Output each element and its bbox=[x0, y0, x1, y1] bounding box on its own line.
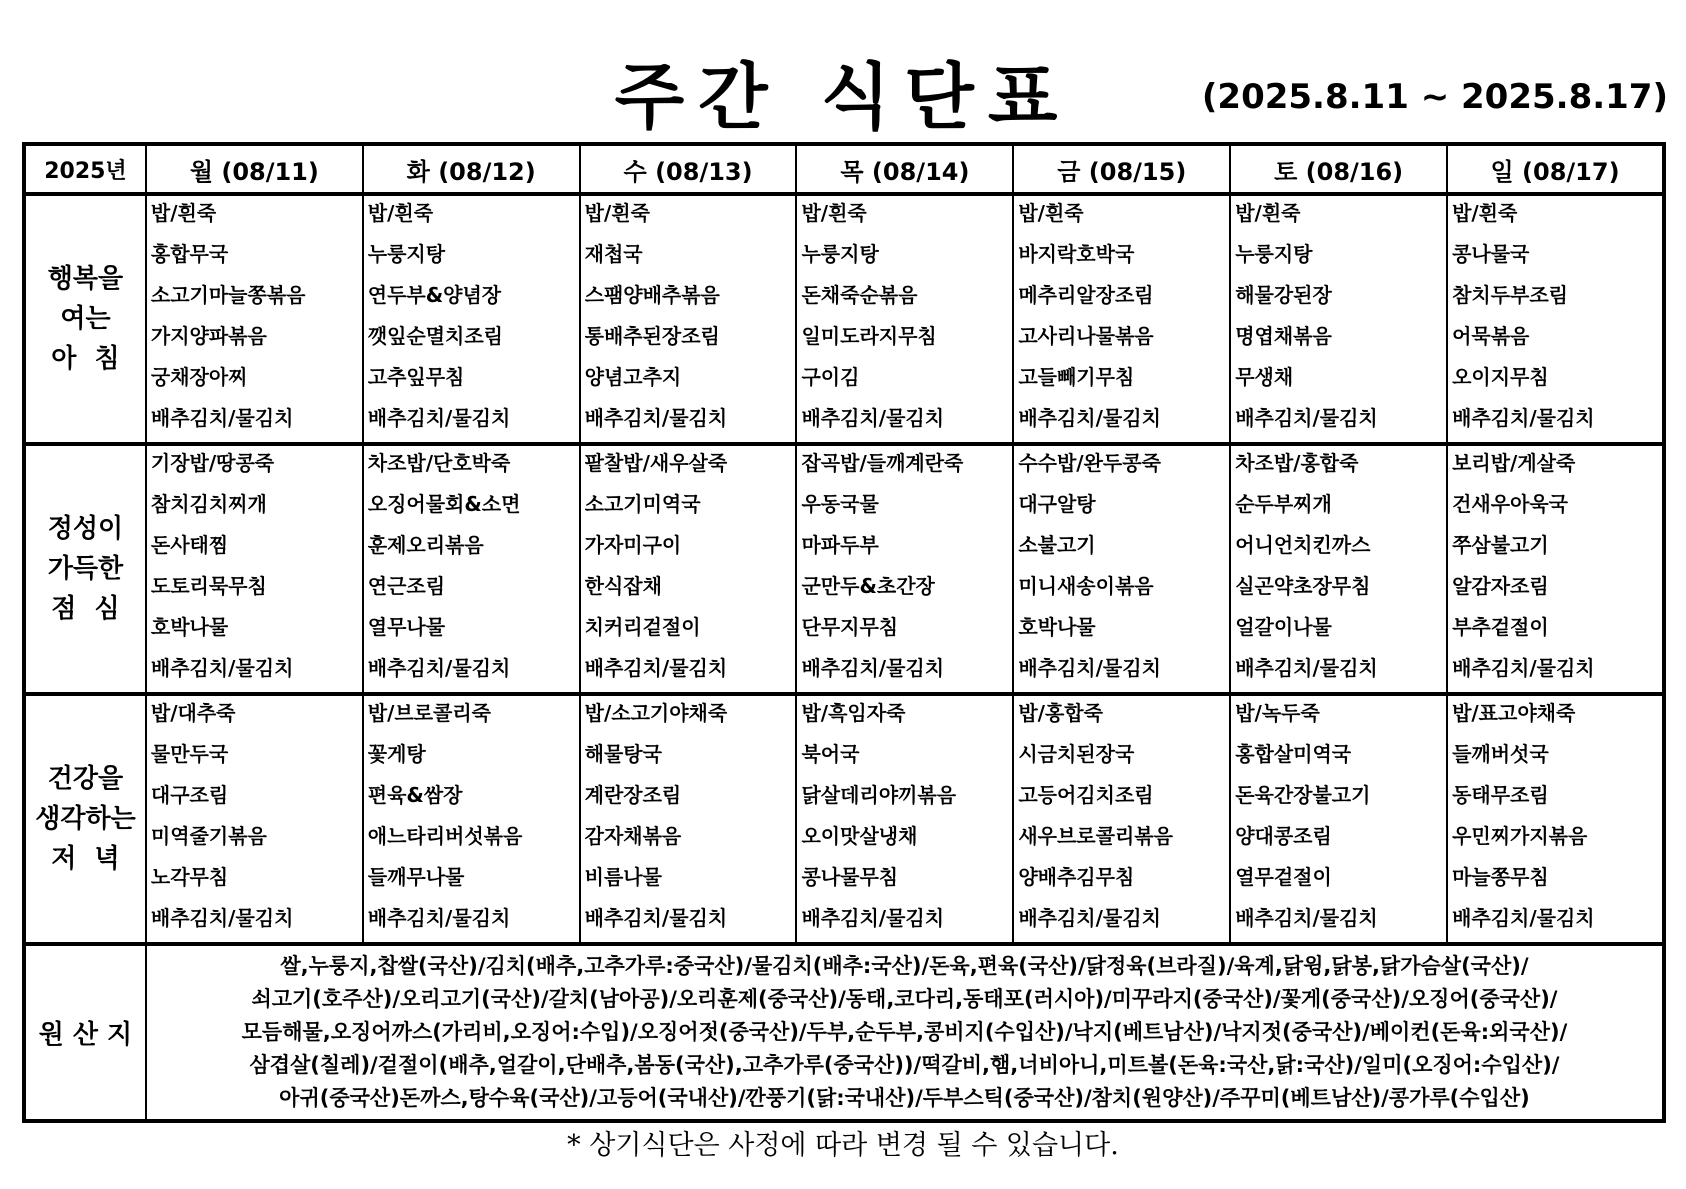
menu-item: 누룽지탕 bbox=[1235, 242, 1313, 266]
menu-item: 배추김치/물김치 bbox=[801, 906, 945, 930]
menu-item: 밥/흰죽 bbox=[1452, 201, 1518, 225]
menu-item: 해물탕국 bbox=[584, 742, 662, 766]
origin-label: 원 산 지 bbox=[24, 944, 146, 1121]
menu-cell-lunch-tue bbox=[363, 444, 580, 694]
menu-item: 양배추김무침 bbox=[1018, 865, 1135, 889]
menu-item: 어니언치킨까스 bbox=[1235, 533, 1371, 557]
menu-item: 마늘쫑무침 bbox=[1452, 865, 1549, 889]
menu-item: 미역줄기볶음 bbox=[150, 824, 267, 848]
menu-item: 차조밥/홍합죽 bbox=[1235, 451, 1359, 475]
menu-item: 실곤약초장무침 bbox=[1235, 574, 1371, 598]
menu-cell-dinner-fri bbox=[1013, 694, 1230, 944]
menu-item: 배추김치/물김치 bbox=[150, 656, 294, 680]
menu-item: 명엽채볶음 bbox=[1235, 324, 1332, 348]
menu-item: 열무나물 bbox=[367, 615, 446, 639]
menu-item: 호박나물 bbox=[150, 615, 229, 639]
menu-item: 배추김치/물김치 bbox=[367, 406, 511, 430]
menu-item: 우민찌가지볶음 bbox=[1452, 824, 1588, 848]
meal-label-dinner bbox=[24, 694, 146, 944]
menu-item: 팥찰밥/새우살죽 bbox=[584, 451, 728, 475]
meal-label-line: 행복을 bbox=[47, 264, 124, 294]
menu-cell-dinner-sat bbox=[1230, 694, 1447, 944]
menu-item: 돈사태찜 bbox=[150, 533, 229, 557]
origin-line: 모듬해물,오징어까스(가리비,오징어:수입)/오징어젓(중국산)/두부,순두부,콩비지(수입산)/낙지(베트남산)/낙지젓(중국산)/베이컨(돈육:외국산)/ bbox=[241, 1020, 1568, 1044]
menu-item: 궁채장아찌 bbox=[150, 365, 248, 389]
menu-cell-dinner-wed bbox=[580, 694, 797, 944]
menu-item: 깻잎순멸치조림 bbox=[367, 324, 504, 348]
menu-item: 배추김치/물김치 bbox=[367, 656, 511, 680]
menu-item: 배추김치/물김치 bbox=[584, 656, 728, 680]
menu-item: 닭살데리야끼볶음 bbox=[801, 783, 957, 807]
menu-cell-breakfast-sat bbox=[1230, 194, 1447, 444]
menu-item: 비름나물 bbox=[584, 865, 662, 889]
menu-item: 미니새송이볶음 bbox=[1018, 574, 1154, 598]
origin-row bbox=[24, 944, 1664, 1121]
menu-cell-lunch-sun bbox=[1447, 444, 1664, 694]
menu-item: 들깨버섯국 bbox=[1452, 742, 1549, 766]
menu-item: 참치두부조림 bbox=[1452, 283, 1568, 307]
menu-item: 부추겉절이 bbox=[1452, 615, 1549, 639]
header-row bbox=[24, 144, 1664, 194]
menu-cell-breakfast-wed bbox=[580, 194, 797, 444]
year-header: 2025년 bbox=[24, 144, 146, 194]
menu-item: 새우브로콜리볶음 bbox=[1018, 824, 1173, 848]
menu-item: 쭈삼불고기 bbox=[1452, 533, 1549, 557]
menu-cell-dinner-tue bbox=[363, 694, 580, 944]
menu-item: 단무지무침 bbox=[801, 615, 899, 639]
menu-item: 애느타리버섯볶음 bbox=[367, 824, 523, 848]
menu-item: 돈채죽순볶음 bbox=[801, 283, 918, 307]
menu-item: 연근조림 bbox=[367, 574, 446, 598]
menu-item: 해물강된장 bbox=[1235, 283, 1332, 307]
menu-item: 보리밥/게살죽 bbox=[1452, 451, 1576, 475]
menu-item: 밥/흰죽 bbox=[584, 201, 650, 225]
menu-item: 북어국 bbox=[801, 742, 860, 766]
menu-item: 소고기마늘쫑볶음 bbox=[150, 283, 306, 307]
menu-item: 밥/홍합죽 bbox=[1018, 701, 1103, 725]
menu-item: 홍합무국 bbox=[150, 242, 229, 266]
meal-label-lunch bbox=[24, 444, 146, 694]
menu-item: 돈육간장불고기 bbox=[1235, 783, 1371, 807]
origin-info bbox=[146, 944, 1664, 1121]
menu-item: 치커리겉절이 bbox=[584, 615, 701, 639]
day-header-fri: 금 (08/15) bbox=[1013, 144, 1230, 194]
menu-item: 고들빼기무침 bbox=[1018, 365, 1135, 389]
date-range: (2025.8.11 ~ 2025.8.17) bbox=[1201, 77, 1668, 117]
menu-item: 어묵볶음 bbox=[1452, 324, 1530, 348]
menu-item: 군만두&초간장 bbox=[801, 574, 935, 598]
page-title: 주간 식단표 bbox=[614, 55, 1072, 139]
menu-item: 마파두부 bbox=[801, 533, 879, 557]
menu-item: 재첩국 bbox=[584, 242, 643, 266]
menu-item: 알감자조림 bbox=[1452, 574, 1549, 598]
menu-item: 구이김 bbox=[801, 365, 860, 389]
menu-item: 대구알탕 bbox=[1018, 492, 1096, 516]
menu-item: 수수밥/완두콩죽 bbox=[1018, 451, 1161, 475]
menu-item: 배추김치/물김치 bbox=[1452, 406, 1595, 430]
menu-cell-lunch-thu bbox=[796, 444, 1013, 694]
menu-item: 양념고추지 bbox=[584, 365, 682, 389]
day-header-tue: 화 (08/12) bbox=[363, 144, 580, 194]
day-header-sun: 일 (08/17) bbox=[1447, 144, 1664, 194]
menu-item: 가자미구이 bbox=[584, 533, 682, 557]
menu-item: 잡곡밥/들깨계란죽 bbox=[801, 451, 964, 475]
menu-cell-breakfast-thu bbox=[796, 194, 1013, 444]
menu-cell-lunch-sat bbox=[1230, 444, 1447, 694]
menu-item: 들깨무나물 bbox=[367, 865, 465, 889]
menu-item: 참치김치찌개 bbox=[150, 492, 267, 516]
menu-item: 배추김치/물김치 bbox=[1018, 906, 1161, 930]
menu-item: 배추김치/물김치 bbox=[584, 406, 728, 430]
menu-item: 오징어물회&소면 bbox=[367, 492, 521, 516]
menu-item: 메추리알장조림 bbox=[1018, 283, 1154, 307]
menu-item: 배추김치/물김치 bbox=[1235, 656, 1378, 680]
menu-item: 밥/흰죽 bbox=[150, 201, 217, 225]
menu-item: 밥/흰죽 bbox=[1235, 201, 1301, 225]
meal-row-breakfast bbox=[24, 194, 1664, 444]
menu-item: 소고기미역국 bbox=[584, 492, 701, 516]
day-header-wed: 수 (08/13) bbox=[580, 144, 797, 194]
menu-item: 훈제오리볶음 bbox=[367, 533, 484, 557]
origin-line: 삼겹살(칠레)/겉절이(배추,얼갈이,단배추,봄동(국산),고추가루(중국산))/떡갈비,햄,너비아니,미트볼(돈육:국산,닭:국산)/일미(오징어:수입산)/ bbox=[249, 1053, 1560, 1077]
menu-cell-lunch-mon bbox=[146, 444, 363, 694]
menu-item: 물만두국 bbox=[150, 742, 229, 766]
meal-label-line: 가득한 bbox=[47, 554, 124, 584]
meal-label-line: 건강을 bbox=[47, 764, 124, 794]
menu-item: 일미도라지무침 bbox=[801, 324, 937, 348]
menu-item: 고사리나물볶음 bbox=[1018, 324, 1154, 348]
menu-item: 밥/흑임자죽 bbox=[801, 701, 906, 725]
menu-item: 밥/흰죽 bbox=[367, 201, 434, 225]
menu-item: 배추김치/물김치 bbox=[801, 656, 945, 680]
menu-item: 기장밥/땅콩죽 bbox=[150, 451, 275, 475]
meal-label-breakfast bbox=[24, 194, 146, 444]
origin-line: 아귀(중국산)돈까스,탕수육(국산)/고등어(국내산)/깐풍기(닭:국내산)/두부스틱(중국산)/참치(원양산)/주꾸미(베트남산)/콩가루(수입산) bbox=[279, 1086, 1530, 1110]
day-header-mon: 월 (08/11) bbox=[146, 144, 363, 194]
origin-line: 쌀,누룽지,찹쌀(국산)/김치(배추,고추가루:중국산)/물김치(배추:국산)/돈육,편육(국산)/닭정육(브라질)/육계,닭윙,닭봉,닭가슴살(국산)/ bbox=[280, 954, 1529, 978]
menu-item: 가지양파볶음 bbox=[150, 324, 267, 348]
menu-item: 소불고기 bbox=[1018, 533, 1096, 557]
menu-item: 홍합살미역국 bbox=[1235, 742, 1352, 766]
menu-item: 배추김치/물김치 bbox=[1235, 406, 1378, 430]
menu-item: 통배추된장조림 bbox=[584, 324, 720, 348]
menu-item: 계란장조림 bbox=[584, 783, 682, 807]
origin-line: 쇠고기(호주산)/오리고기(국산)/갈치(남아공)/오리훈제(중국산)/동태,코다리,동태포(러시아)/미꾸라지(중국산)/꽃게(중국산)/오징어(중국산)/ bbox=[251, 987, 1558, 1011]
meal-label-line: 정성이 bbox=[47, 514, 124, 544]
menu-cell-dinner-thu bbox=[796, 694, 1013, 944]
meal-label-line: 아 침 bbox=[51, 344, 120, 374]
menu-item: 배추김치/물김치 bbox=[150, 906, 294, 930]
menu-item: 순두부찌개 bbox=[1235, 492, 1332, 516]
menu-item: 밥/녹두죽 bbox=[1235, 701, 1320, 725]
menu-item: 차조밥/단호박죽 bbox=[367, 451, 511, 475]
menu-item: 배추김치/물김치 bbox=[1018, 406, 1161, 430]
menu-item: 얼갈이나물 bbox=[1235, 615, 1332, 639]
menu-item: 콩나물국 bbox=[1452, 242, 1530, 266]
menu-cell-breakfast-fri bbox=[1013, 194, 1230, 444]
menu-cell-lunch-wed bbox=[580, 444, 797, 694]
menu-item: 밥/소고기야채죽 bbox=[584, 701, 728, 725]
menu-item: 무생채 bbox=[1235, 365, 1294, 389]
menu-item: 고등어김치조림 bbox=[1018, 783, 1154, 807]
menu-item: 배추김치/물김치 bbox=[1235, 906, 1378, 930]
menu-item: 편육&쌈장 bbox=[367, 783, 463, 807]
menu-item: 열무겉절이 bbox=[1235, 865, 1332, 889]
meal-label-line: 저 녁 bbox=[51, 844, 120, 874]
menu-item: 감자채볶음 bbox=[584, 824, 682, 848]
menu-item: 밥/표고야채죽 bbox=[1452, 701, 1576, 725]
menu-item: 도토리묵무침 bbox=[150, 574, 267, 598]
menu-item: 배추김치/물김치 bbox=[1452, 906, 1595, 930]
menu-item: 밥/대추죽 bbox=[150, 701, 236, 725]
meal-label-line: 생각하는 bbox=[35, 804, 136, 834]
menu-item: 배추김치/물김치 bbox=[584, 906, 728, 930]
notice: * 상기식단은 사정에 따라 변경 될 수 있습니다. bbox=[567, 1130, 1119, 1161]
menu-item: 건새우아욱국 bbox=[1452, 492, 1568, 516]
menu-item: 바지락호박국 bbox=[1018, 242, 1135, 266]
menu-item: 한식잡채 bbox=[584, 574, 662, 598]
day-header-thu: 목 (08/14) bbox=[796, 144, 1013, 194]
menu-cell-lunch-fri bbox=[1013, 444, 1230, 694]
menu-item: 우동국물 bbox=[801, 492, 879, 516]
menu-item: 밥/흰죽 bbox=[801, 201, 867, 225]
menu-item: 누룽지탕 bbox=[801, 242, 879, 266]
menu-item: 연두부&양념장 bbox=[367, 283, 502, 307]
menu-item: 누룽지탕 bbox=[367, 242, 446, 266]
day-header-sat: 토 (08/16) bbox=[1230, 144, 1447, 194]
menu-item: 배추김치/물김치 bbox=[1452, 656, 1595, 680]
menu-item: 스팸양배추볶음 bbox=[584, 283, 720, 307]
menu-item: 노각무침 bbox=[150, 865, 229, 889]
menu-item: 배추김치/물김치 bbox=[367, 906, 511, 930]
menu-item: 밥/브로콜리죽 bbox=[367, 701, 491, 725]
menu-item: 오이맛살냉채 bbox=[801, 824, 918, 848]
menu-cell-breakfast-mon bbox=[146, 194, 363, 444]
menu-item: 배추김치/물김치 bbox=[150, 406, 294, 430]
menu-cell-breakfast-tue bbox=[363, 194, 580, 444]
menu-item: 꽃게탕 bbox=[367, 742, 426, 766]
menu-cell-breakfast-sun bbox=[1447, 194, 1664, 444]
meal-label-line: 여는 bbox=[60, 304, 111, 334]
meal-row-dinner bbox=[24, 694, 1664, 944]
menu-item: 밥/흰죽 bbox=[1018, 201, 1084, 225]
menu-item: 오이지무침 bbox=[1452, 365, 1549, 389]
menu-cell-dinner-sun bbox=[1447, 694, 1664, 944]
menu-item: 고추잎무침 bbox=[367, 365, 465, 389]
menu-cell-dinner-mon bbox=[146, 694, 363, 944]
menu-item: 배추김치/물김치 bbox=[801, 406, 945, 430]
menu-item: 호박나물 bbox=[1018, 615, 1096, 639]
menu-item: 시금치된장국 bbox=[1018, 742, 1135, 766]
menu-item: 동태무조림 bbox=[1452, 783, 1549, 807]
meal-row-lunch bbox=[24, 444, 1664, 694]
menu-item: 배추김치/물김치 bbox=[1018, 656, 1161, 680]
menu-item: 콩나물무침 bbox=[801, 865, 899, 889]
menu-item: 대구조림 bbox=[150, 783, 229, 807]
menu-item: 양대콩조림 bbox=[1235, 824, 1332, 848]
meal-label-line: 점 심 bbox=[51, 594, 120, 624]
menu-table bbox=[22, 142, 1666, 1123]
